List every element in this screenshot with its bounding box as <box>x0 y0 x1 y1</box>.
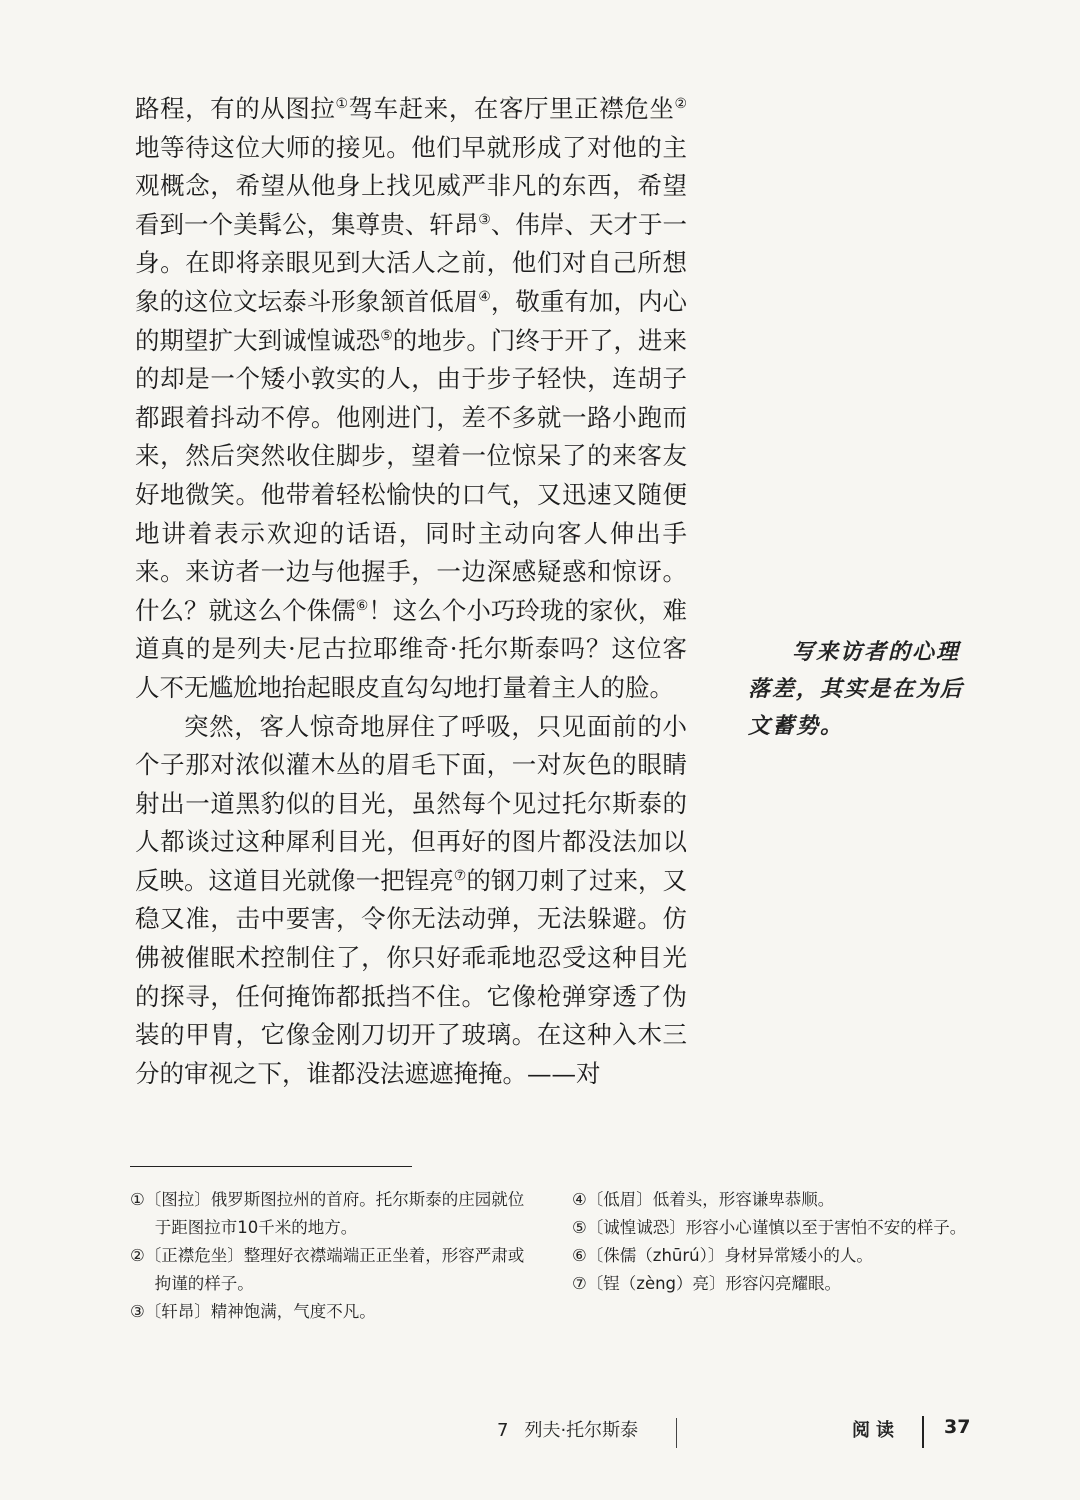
footnotes-right-column <box>572 1186 980 1298</box>
footnote-divider <box>130 1166 412 1167</box>
footnote-3: ③〔轩昂〕精神饱满，气度不凡。 <box>130 1302 376 1321</box>
margin-annotation <box>748 634 980 745</box>
text-run: 的钢刀刺了过来，又稳又准，击中要害，令你无法动弹，无法躲避。仿佛被催眠术控制住了，你只好乖乖地忍受这种目光的探寻，任何掩饰都抵挡不住。它像枪弹穿透了伪装的甲胄，它像金刚刀切开了玻璃。在这种入木三分的审视之下，谁都没法遮遮掩掩。——对 <box>135 865 688 1088</box>
chapter-title: 列夫·托尔斯泰 <box>524 1420 639 1441</box>
footnote-2: ②〔正襟危坐〕整理好衣襟端端正正坐着，形容严肃或拘谨的样子。 <box>130 1246 525 1293</box>
main-text <box>135 90 687 1093</box>
footnote-6: ⑥〔侏儒（zhūrú）〕身材异常矮小的人。 <box>572 1246 873 1265</box>
footer-divider-chapter <box>676 1418 677 1448</box>
footer-divider-page <box>922 1416 924 1448</box>
paragraph-1 <box>135 90 687 708</box>
footnote-ref-7[interactable]: ⑦ <box>453 867 467 884</box>
footnote-ref-4[interactable]: ④ <box>478 288 491 305</box>
text-run: 的地步。门终于开了，进来的却是一个矮小敦实的人，由于步子轻快，连胡子都跟着抖动不停。他刚进门，差不多就一路小跑而来，然后突然收住脚步，望着一位惊呆了的来客友好地微笑。他带着轻松愉快的口气，又迅速又随便地讲着表示欢迎的话语，同时主动向客人伸出手来。来访者一边与他握手，一边深感疑惑和惊讶。什么？就这么个侏儒 <box>135 325 687 625</box>
footer-section-label: 阅读 <box>852 1420 900 1441</box>
margin-annotation-text: 写来访者的心理落差，其实是在为后文蓄势。 <box>748 639 965 739</box>
paragraph-2 <box>135 708 687 1094</box>
footnote-ref-3[interactable]: ③ <box>478 211 491 228</box>
text-run: 路程，有的从图拉 <box>135 94 336 123</box>
text-run: 驾车赶来，在客厅里正襟危坐 <box>348 94 675 123</box>
text-run: ，敬重有加，内心的期望扩大到诚惶诚恐 <box>135 286 687 355</box>
footnote-ref-2[interactable]: ② <box>674 95 687 112</box>
text-run: 突然，客人惊奇地屏住了呼吸，只见面前的小个子那对浓似灌木丛的眉毛下面，一对灰色的眼睛射出一道黑豹似的目光，虽然每个见过托尔斯泰的人都谈过这种犀利目光，但再好的图片都没法加以反映。这道目光就像一把锃亮 <box>135 711 687 895</box>
footnote-ref-1[interactable]: ① <box>335 95 349 112</box>
text-run: ！这么个小巧玲珑的家伙，难道真的是列夫·尼古拉耶维奇·托尔斯泰吗？这位客人不无尴尬地抬起眼皮直勾勾地打量着主人的脸。 <box>135 595 688 702</box>
footnote-1: ①〔图拉〕俄罗斯图拉州的首府。托尔斯泰的庄园就位于距图拉市10千米的地方。 <box>130 1190 525 1237</box>
page-number: 37 <box>944 1416 971 1438</box>
footnote-ref-5[interactable]: ⑤ <box>380 327 393 344</box>
text-run: 地等待这位大师的接见。他们早就形成了对他的主观概念，希望从他身上找见威严非凡的东西，希望看到一个美髯公，集尊贵、轩昂 <box>135 132 687 239</box>
footnote-7: ⑦〔锃（zèng）亮〕形容闪亮耀眼。 <box>572 1274 842 1293</box>
footnote-ref-6[interactable]: ⑥ <box>355 597 369 614</box>
footer-chapter <box>497 1416 638 1442</box>
footnote-4: ④〔低眉〕低着头，形容谦卑恭顺。 <box>572 1190 835 1209</box>
footnotes-left-column <box>130 1186 530 1326</box>
footnote-5: ⑤〔诚惶诚恐〕形容小心谨慎以至于害怕不安的样子。 <box>572 1218 967 1237</box>
chapter-number: 7 <box>497 1420 509 1441</box>
text-run: 、伟岸、天才于一身。在即将亲眼见到大活人之前，他们对自己所想象的这位文坛泰斗形象颔首低眉 <box>135 209 687 316</box>
